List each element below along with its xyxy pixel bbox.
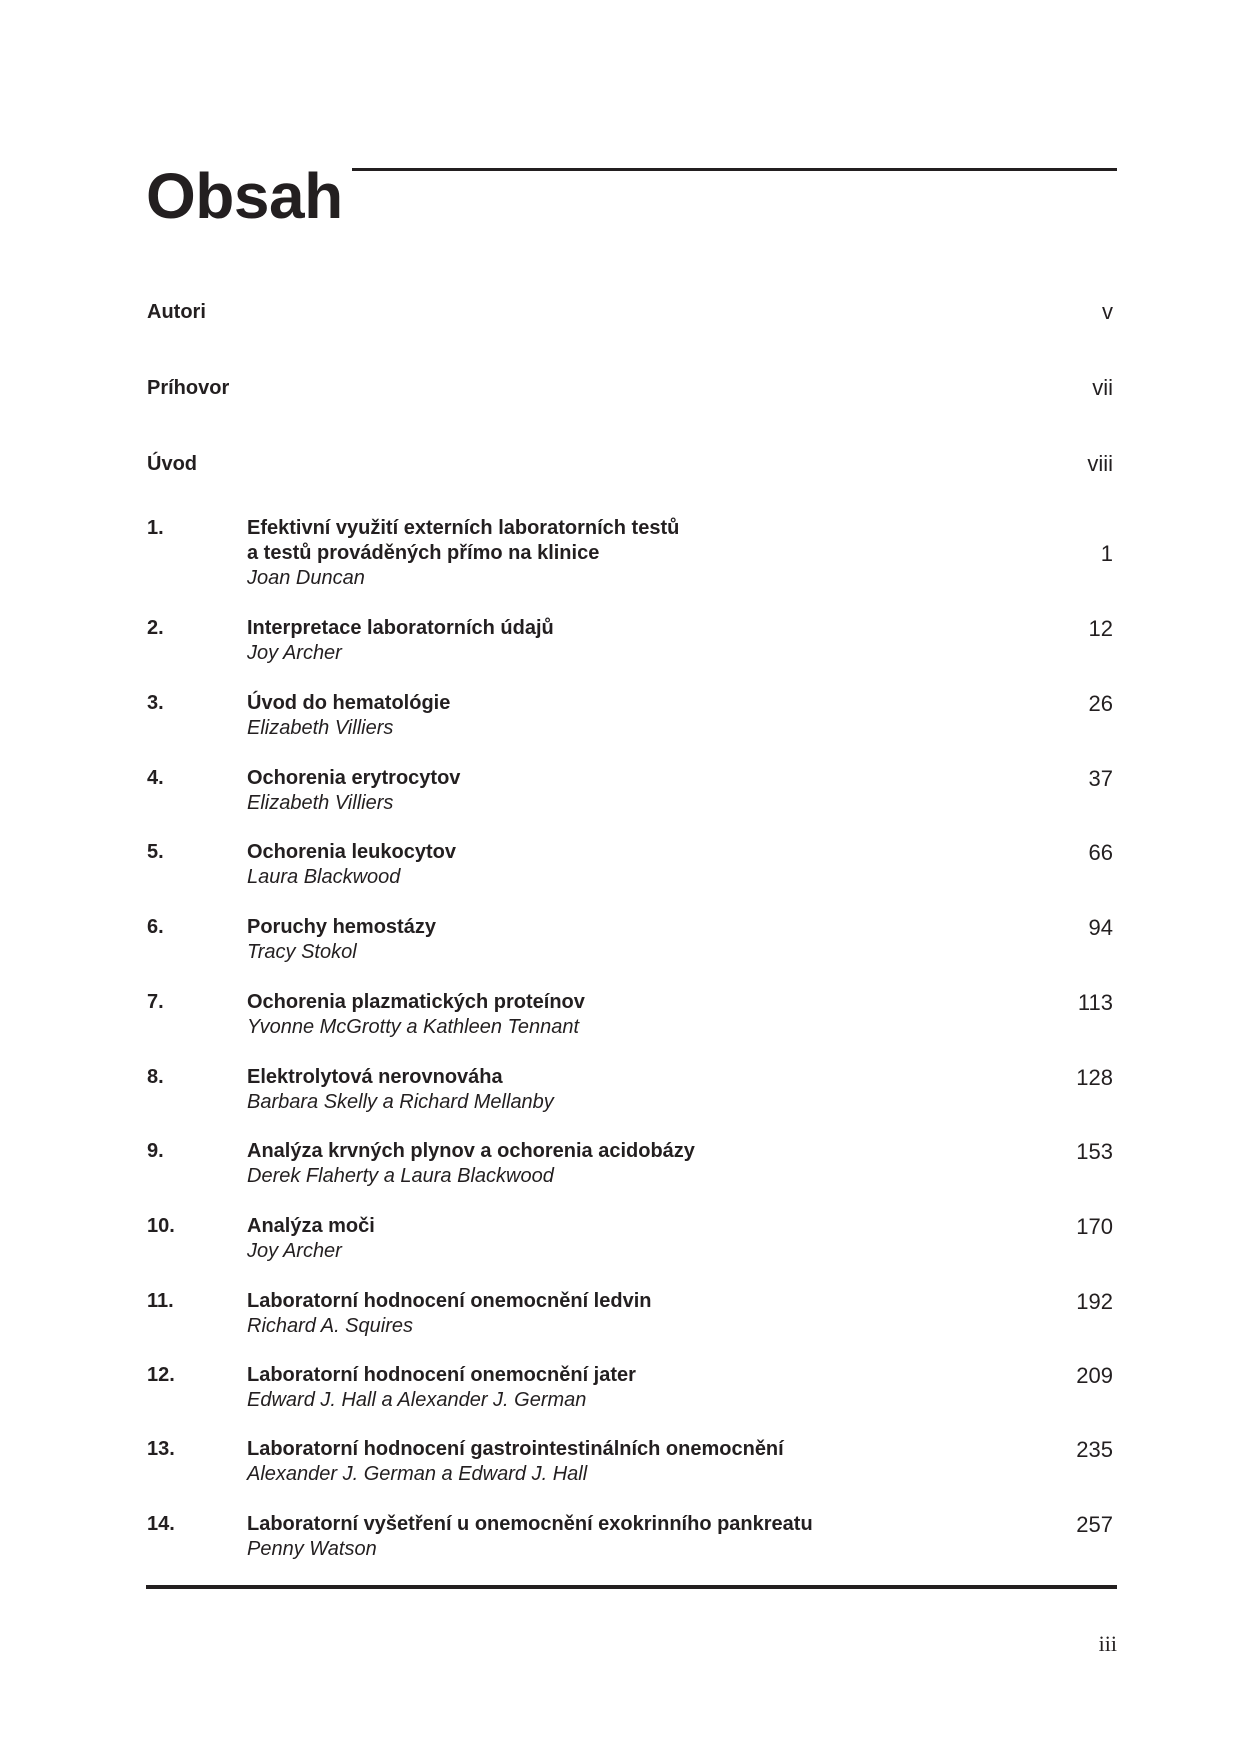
chapter-entry-6[interactable] <box>147 915 1115 965</box>
chapter-page: 113 <box>1077 990 1113 1015</box>
chapter-title-line: Efektivní využití externích laboratorních testů <box>247 517 680 539</box>
chapter-page: 209 <box>1076 1363 1113 1388</box>
chapter-title: Laboratorní hodnocení onemocnění jater <box>247 1364 636 1386</box>
chapter-title: Analýza krvných plynov a ochorenia acidobázy <box>247 1140 695 1162</box>
chapter-authors: Edward J. Hall a Alexander J. German <box>247 1389 587 1411</box>
chapter-number: 2. <box>147 617 164 639</box>
chapter-authors: Elizabeth Villiers <box>247 792 394 814</box>
chapter-page: 12 <box>1088 616 1113 641</box>
chapter-entry-8[interactable] <box>147 1065 1115 1115</box>
chapter-page: 257 <box>1076 1512 1113 1537</box>
front-entry-prihovor[interactable] <box>147 374 1115 402</box>
chapter-page: 94 <box>1088 915 1113 940</box>
chapter-body <box>247 1437 967 1487</box>
chapter-title: Ochorenia erytrocytov <box>247 767 461 789</box>
chapter-authors: Joy Archer <box>247 1240 342 1262</box>
chapter-page: 66 <box>1088 840 1113 865</box>
chapter-page: 192 <box>1076 1289 1113 1314</box>
chapter-entry-1[interactable] <box>147 516 1115 592</box>
chapter-body <box>247 915 967 965</box>
chapter-number: 10. <box>147 1215 175 1237</box>
chapter-title <box>247 516 967 566</box>
chapter-number: 3. <box>147 692 164 714</box>
chapter-page: 1 <box>1100 541 1113 566</box>
chapter-body <box>247 1139 967 1189</box>
chapter-number: 9. <box>147 1140 164 1162</box>
chapter-title-line: a testů prováděných přímo na klinice <box>247 542 600 564</box>
chapter-page: 128 <box>1076 1065 1113 1090</box>
chapter-number: 5. <box>147 841 164 863</box>
chapter-authors: Elizabeth Villiers <box>247 717 394 739</box>
chapter-page: 37 <box>1088 766 1113 791</box>
chapter-entry-4[interactable] <box>147 766 1115 816</box>
front-entry-label: Úvod <box>147 453 197 475</box>
front-entry-page: viii <box>1087 451 1113 476</box>
chapter-body <box>247 990 967 1040</box>
chapter-authors: Penny Watson <box>247 1538 377 1560</box>
chapter-authors: Joy Archer <box>247 642 342 664</box>
front-entry-label: Autori <box>147 301 206 323</box>
chapter-authors: Tracy Stokol <box>247 941 357 963</box>
chapter-body <box>247 516 967 591</box>
chapter-title: Interpretace laboratorních údajů <box>247 617 554 639</box>
chapter-entry-9[interactable] <box>147 1139 1115 1189</box>
chapter-number: 14. <box>147 1513 175 1535</box>
chapter-title: Ochorenia leukocytov <box>247 841 456 863</box>
chapter-authors: Barbara Skelly a Richard Mellanby <box>247 1091 554 1113</box>
chapter-body <box>247 840 967 890</box>
chapter-title: Laboratorní hodnocení gastrointestinálních onemocnění <box>247 1438 784 1460</box>
chapter-body <box>247 1065 967 1115</box>
chapter-number: 12. <box>147 1364 175 1386</box>
chapter-authors: Joan Duncan <box>247 567 365 589</box>
chapter-title: Elektrolytová nerovnováha <box>247 1066 503 1088</box>
chapter-title: Analýza moči <box>247 1215 375 1237</box>
chapter-entry-3[interactable] <box>147 691 1115 741</box>
chapter-authors: Yvonne McGrotty a Kathleen Tennant <box>247 1016 580 1038</box>
chapter-page: 170 <box>1076 1214 1113 1239</box>
front-entry-page: v <box>1102 299 1113 324</box>
front-entry-uvod[interactable] <box>147 450 1115 478</box>
title-rule <box>352 168 1117 171</box>
chapter-authors: Derek Flaherty a Laura Blackwood <box>247 1165 554 1187</box>
chapter-number: 8. <box>147 1066 164 1088</box>
bottom-rule <box>146 1585 1117 1589</box>
chapter-title: Úvod do hematológie <box>247 692 451 714</box>
chapter-body <box>247 1512 967 1562</box>
chapter-entry-11[interactable] <box>147 1289 1115 1339</box>
chapter-entry-14[interactable] <box>147 1512 1115 1562</box>
front-entry-autori[interactable] <box>147 298 1115 326</box>
page-title: Obsah <box>146 160 343 232</box>
chapter-authors: Alexander J. German a Edward J. Hall <box>247 1463 588 1485</box>
chapter-title: Laboratorní hodnocení onemocnění ledvin <box>247 1290 652 1312</box>
chapter-entry-10[interactable] <box>147 1214 1115 1264</box>
chapter-page: 235 <box>1076 1437 1113 1462</box>
chapter-body <box>247 1214 967 1264</box>
chapter-title: Ochorenia plazmatických proteínov <box>247 991 585 1013</box>
chapter-body <box>247 616 967 666</box>
chapter-page: 26 <box>1088 691 1113 716</box>
chapter-entry-7[interactable] <box>147 990 1115 1040</box>
chapter-entry-12[interactable] <box>147 1363 1115 1413</box>
chapter-body <box>247 1363 967 1413</box>
chapter-number: 4. <box>147 767 164 789</box>
chapter-authors: Laura Blackwood <box>247 866 401 888</box>
chapter-title: Poruchy hemostázy <box>247 916 436 938</box>
chapter-number: 7. <box>147 991 164 1013</box>
chapter-body <box>247 766 967 816</box>
chapter-number: 11. <box>147 1290 174 1312</box>
chapter-number: 13. <box>147 1438 175 1460</box>
chapter-title: Laboratorní vyšetření u onemocnění exokrinního pankreatu <box>247 1513 813 1535</box>
front-entry-label: Príhovor <box>147 377 230 399</box>
chapter-number: 6. <box>147 916 164 938</box>
chapter-entry-13[interactable] <box>147 1437 1115 1487</box>
chapter-entry-2[interactable] <box>147 616 1115 666</box>
page-folio: iii <box>1098 1631 1117 1656</box>
chapter-authors: Richard A. Squires <box>247 1315 413 1337</box>
chapter-number: 1. <box>147 517 164 539</box>
front-entry-page: vii <box>1092 375 1113 400</box>
chapter-body <box>247 1289 967 1339</box>
chapter-page: 153 <box>1076 1139 1113 1164</box>
chapter-body <box>247 691 967 741</box>
chapter-entry-5[interactable] <box>147 840 1115 890</box>
